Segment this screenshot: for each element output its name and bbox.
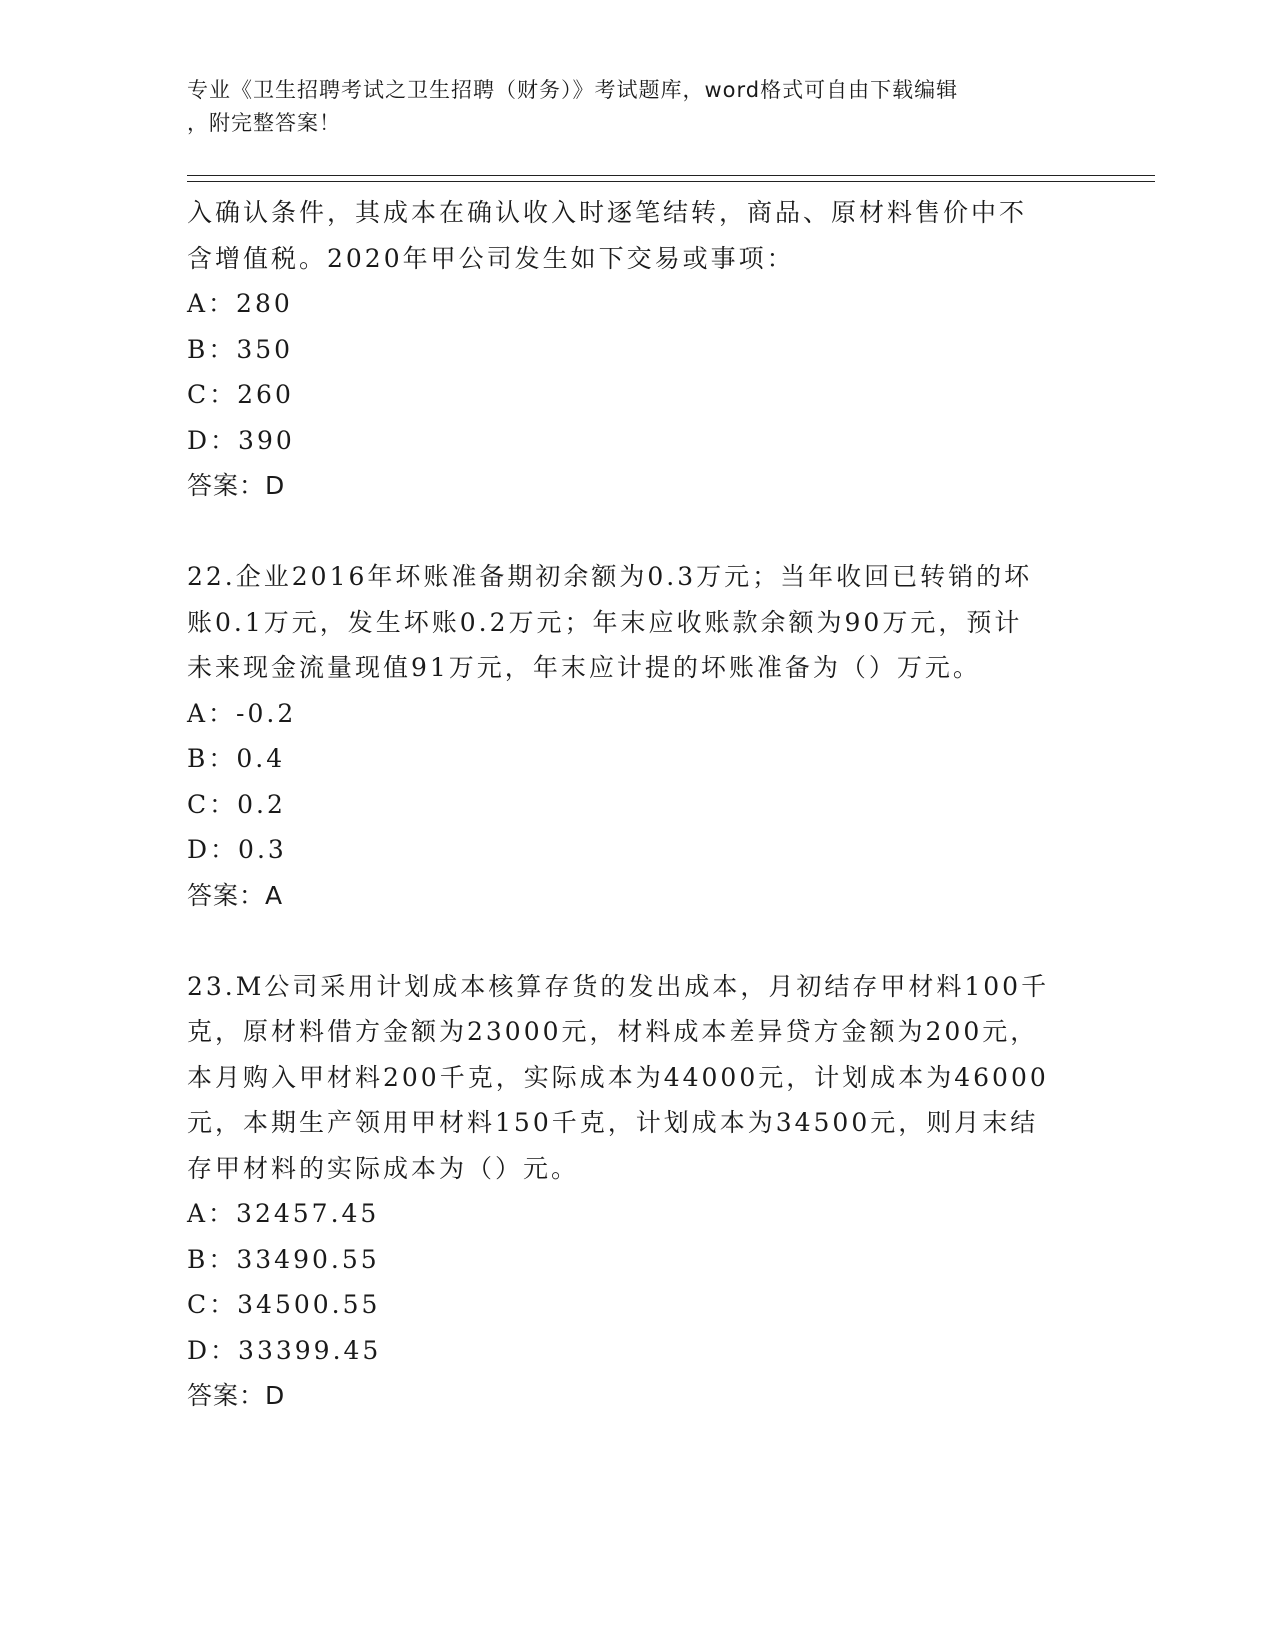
question-text-line: 22.企业2016年坏账准备期初余额为0.3万元；当年收回已转销的坏 [187, 562, 1033, 591]
header-subtitle: ，附完整答案！ [187, 111, 341, 135]
answer-line: 答案：A [187, 880, 284, 910]
document-header [187, 74, 1067, 140]
question-text-line: 含增值税。2020年甲公司发生如下交易或事项： [187, 243, 795, 273]
option-b: B：33490.55 [187, 1244, 380, 1274]
option-c: C：260 [187, 380, 294, 409]
option-c: C：0.2 [187, 789, 286, 819]
question-text-line: 本月购入甲材料200千克，实际成本为44000元，计划成本为46000 [187, 1062, 1049, 1092]
question-text-line: 未来现金流量现值91万元，年末应计提的坏账准备为（）万元。 [187, 653, 981, 682]
question-spacer [187, 508, 1087, 554]
option-a: A：280 [187, 289, 293, 318]
answer-line: 答案：D [187, 471, 286, 500]
header-title: 专业《卫生招聘考试之卫生招聘（财务）》考试题库，word格式可自由下载编辑 [187, 78, 959, 102]
question-text-line: 入确认条件，其成本在确认收入时逐笔结转，商品、原材料售价中不 [187, 198, 1028, 227]
header-divider-bottom [187, 181, 1155, 182]
option-d: D：33399.45 [187, 1335, 382, 1365]
header-divider-top [187, 175, 1155, 176]
option-c: C：34500.55 [187, 1290, 381, 1319]
answer-line: 答案：D [187, 1381, 286, 1410]
question-text-line: 存甲材料的实际成本为（）元。 [187, 1153, 580, 1183]
document-body [187, 190, 1087, 1418]
option-b: B：0.4 [187, 744, 286, 773]
option-b: B：350 [187, 334, 294, 364]
question-text-line: 账0.1万元，发生坏账0.2万元；年末应收账款余额为90万元，预计 [187, 607, 1023, 637]
option-d: D：0.3 [187, 835, 287, 864]
question-text-line: 元，本期生产领用甲材料150千克，计划成本为34500元，则月末结 [187, 1108, 1039, 1137]
question-23 [187, 964, 1087, 1419]
question-22 [187, 554, 1087, 918]
question-text-line: 克，原材料借方金额为23000元，材料成本差异贷方金额为200元， [187, 1017, 1039, 1046]
question-spacer [187, 918, 1087, 964]
option-a: A：-0.2 [187, 698, 297, 728]
option-d: D：390 [187, 425, 295, 455]
option-a: A：32457.45 [187, 1199, 380, 1228]
question-continuation [187, 190, 1087, 508]
question-text-line: 23.M公司采用计划成本核算存货的发出成本，月初结存甲材料100千 [187, 971, 1050, 1001]
